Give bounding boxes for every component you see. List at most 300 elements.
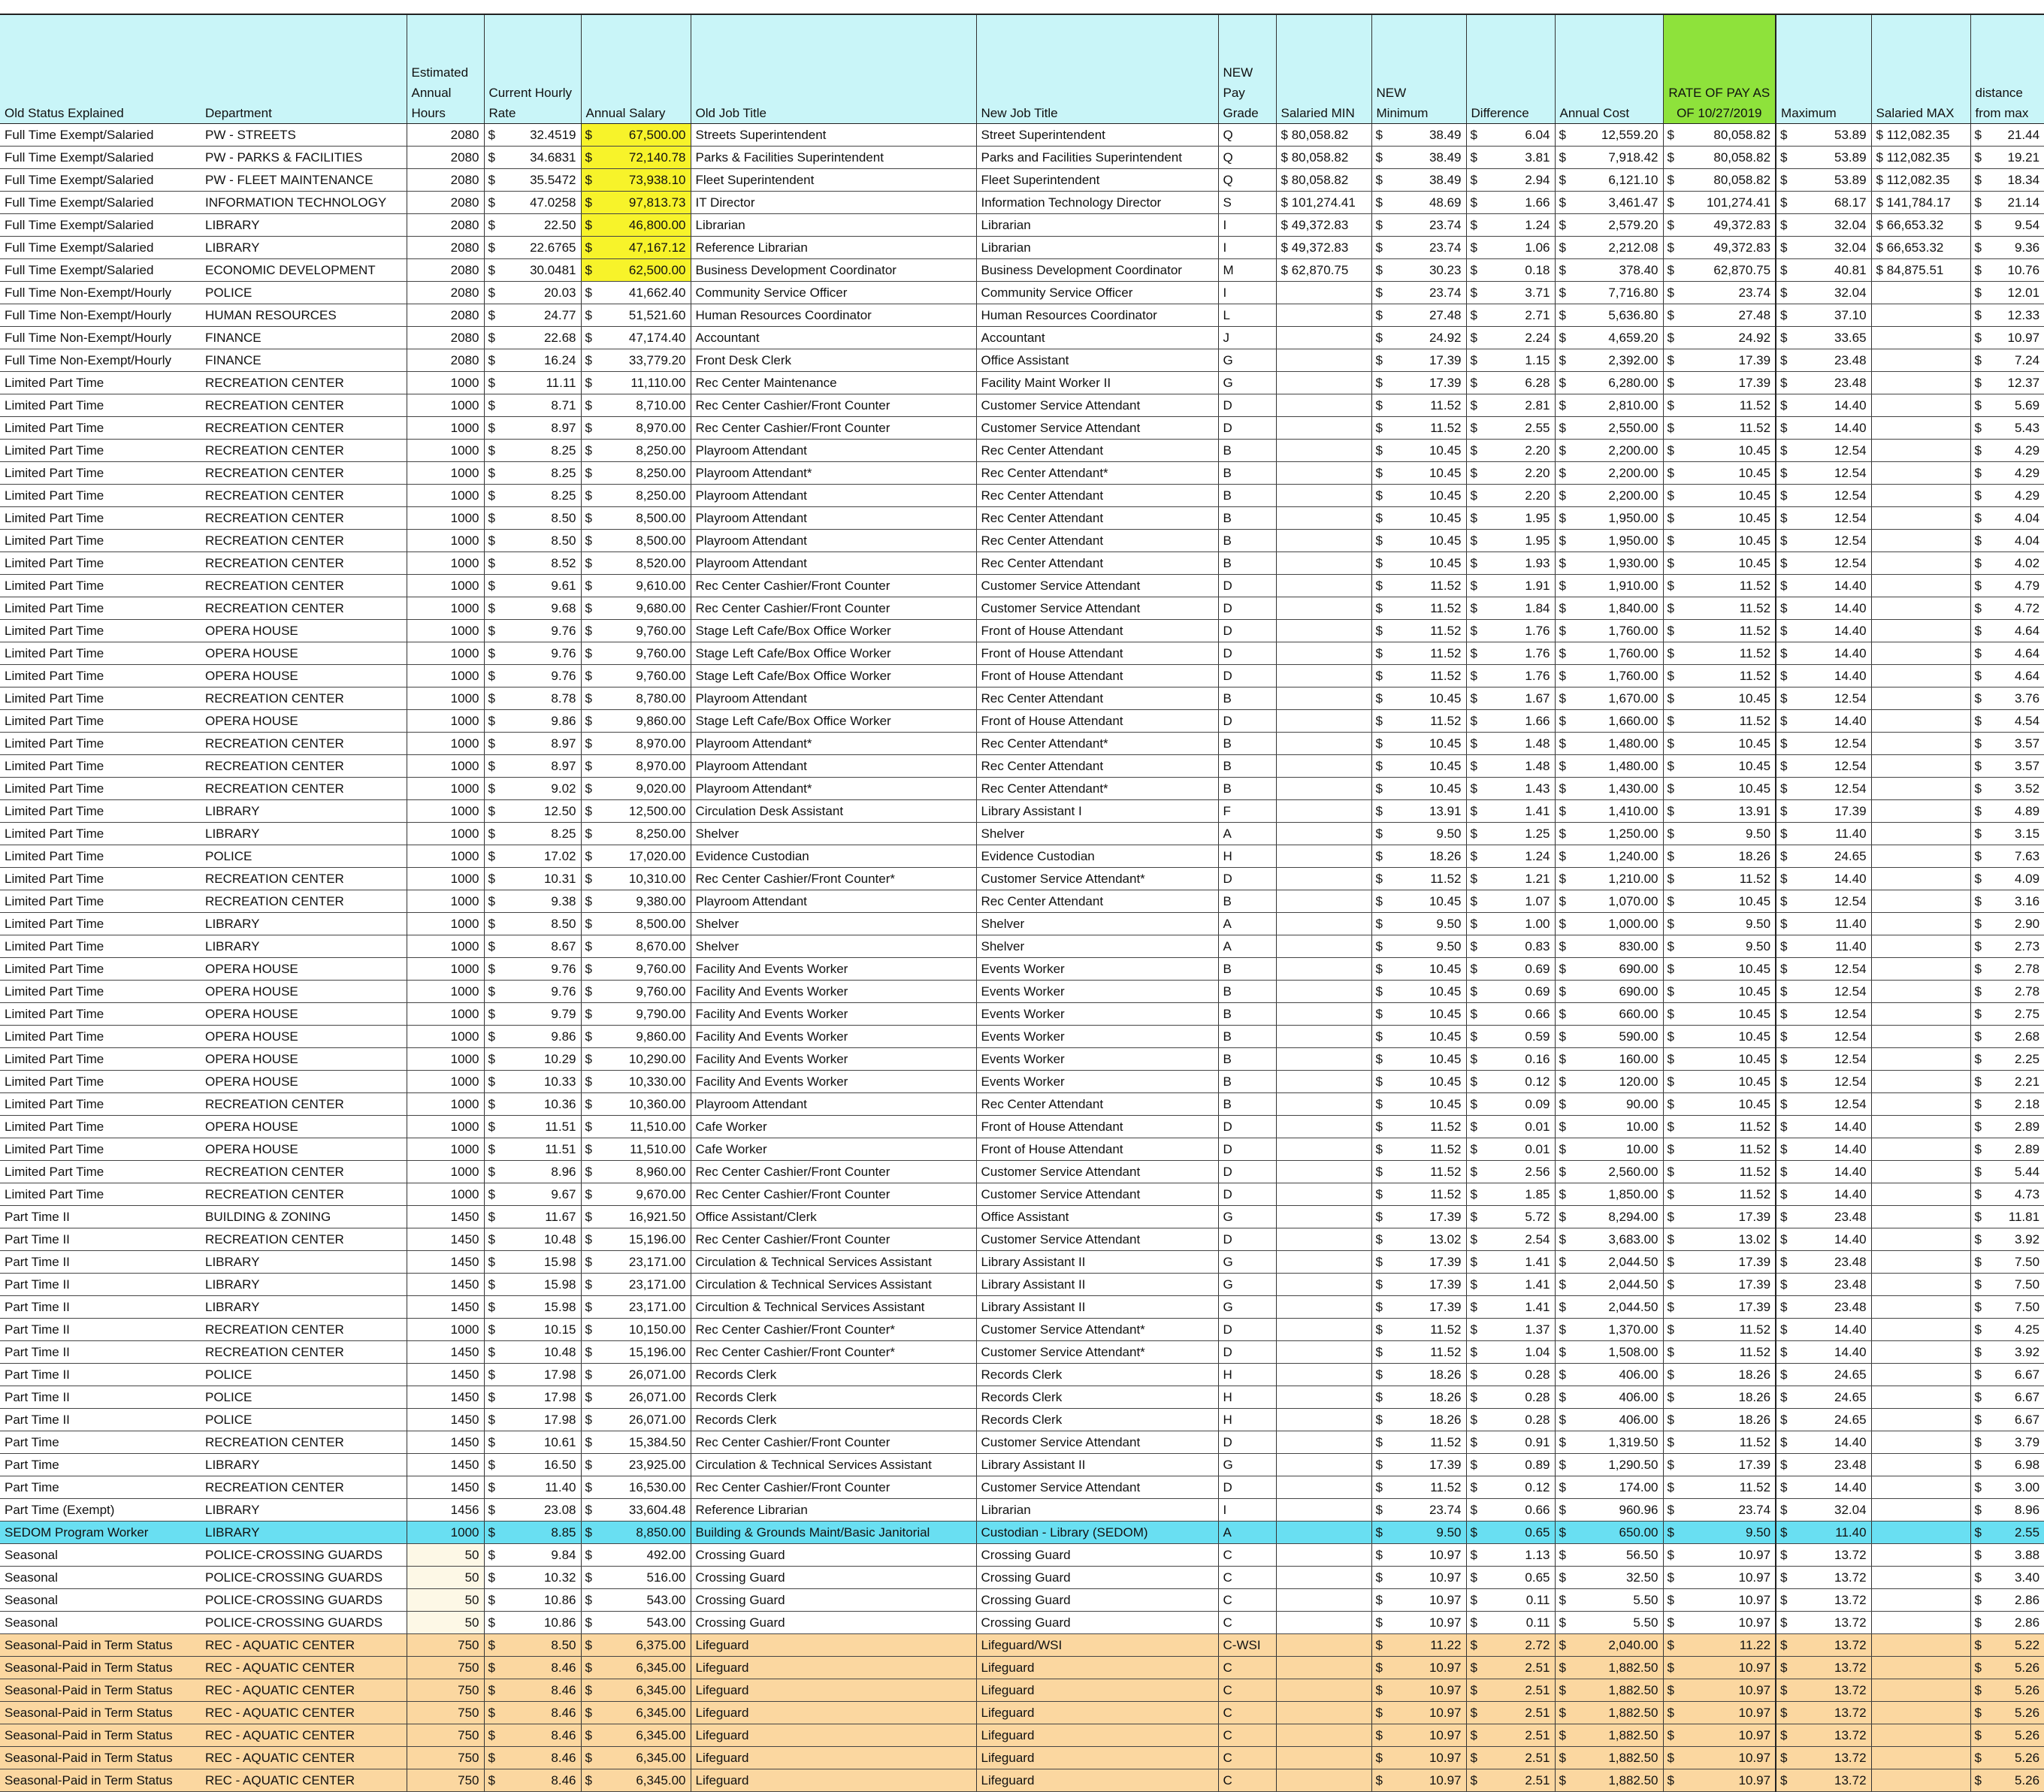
cell-annual-cost: 2,560.00 [1573,1161,1663,1183]
cell-new-min: 18.26 [1389,1409,1466,1431]
cell-current-rate: 17.98 [502,1409,581,1431]
currency-sign: $ [1466,935,1484,958]
cell-old-status: Limited Part Time [0,372,201,394]
currency-sign: $ [1371,507,1389,530]
cell-salaried-min [1276,1567,1371,1589]
table-row [0,1657,2044,1679]
currency-sign: $ [1776,530,1794,552]
cell-est-hours: 2080 [407,169,484,192]
cell-old-title: Stage Left Cafe/Box Office Worker [691,665,976,687]
currency-sign: $ [1970,1319,1988,1341]
cell-new-title: Lifeguard [976,1679,1218,1702]
currency-sign: $ [1555,1026,1573,1048]
cell-annual-salary: 26,071.00 [599,1386,691,1409]
cell-annual-cost: 960.96 [1573,1499,1663,1522]
cell-department: LIBRARY [201,214,407,237]
cell-difference: 2.81 [1484,394,1555,417]
cell-department: POLICE-CROSSING GUARDS [201,1567,407,1589]
cell-salaried-max [1871,1319,1970,1341]
currency-sign: $ [1466,1206,1484,1228]
cell-old-title: Playroom Attendant [691,507,976,530]
cell-new-title: Records Clerk [976,1386,1218,1409]
cell-salaried-min [1276,845,1371,868]
currency-sign: $ [581,259,599,282]
cell-rate-of-pay: 11.52 [1681,417,1776,440]
cell-old-status: Limited Part Time [0,1161,201,1183]
currency-sign: $ [1663,1702,1681,1724]
cell-rate-of-pay: 10.45 [1681,890,1776,913]
cell-new-min: 9.50 [1389,1522,1466,1544]
currency-sign: $ [1776,597,1794,620]
cell-current-rate: 30.0481 [502,259,581,282]
currency-sign: $ [484,1499,502,1522]
cell-old-status: Limited Part Time [0,462,201,485]
currency-sign: $ [1663,1454,1681,1476]
cell-new-min: 17.39 [1389,1206,1466,1228]
cell-distance: 12.33 [1988,304,2044,327]
cell-department: RECREATION CENTER [201,778,407,800]
cell-distance: 2.25 [1988,1048,2044,1071]
cell-new-grade: C-WSI [1218,1634,1276,1657]
cell-maximum: 53.89 [1794,169,1871,192]
currency-sign: $ [1555,169,1573,192]
cell-new-title: Customer Service Attendant [976,417,1218,440]
cell-new-title: Crossing Guard [976,1544,1218,1567]
currency-sign: $ [1466,1228,1484,1251]
cell-distance: 2.89 [1988,1116,2044,1138]
cell-new-min: 30.23 [1389,259,1466,282]
currency-sign: $ [1776,1522,1794,1544]
cell-new-title: Rec Center Attendant [976,687,1218,710]
cell-old-title: Records Clerk [691,1364,976,1386]
cell-department: POLICE [201,1364,407,1386]
currency-sign: $ [1371,1409,1389,1431]
currency-sign: $ [1663,868,1681,890]
currency-sign: $ [1663,1206,1681,1228]
cell-salaried-max [1871,1251,1970,1274]
currency-sign: $ [1555,440,1573,462]
cell-est-hours: 1000 [407,1048,484,1071]
cell-maximum: 32.04 [1794,237,1871,259]
cell-new-min: 9.50 [1389,935,1466,958]
currency-sign: $ [1663,1003,1681,1026]
cell-current-rate: 10.48 [502,1341,581,1364]
col-header-annual-cost: Annual Cost [1555,14,1663,124]
cell-annual-salary: 26,071.00 [599,1409,691,1431]
cell-salaried-min [1276,1769,1371,1792]
cell-new-grade: B [1218,890,1276,913]
table-row [0,890,2044,913]
cell-new-title: Librarian [976,1499,1218,1522]
cell-distance: 4.04 [1988,530,2044,552]
cell-old-status: Part Time II [0,1251,201,1274]
currency-sign: $ [1371,1364,1389,1386]
cell-new-grade: A [1218,913,1276,935]
cell-distance: 5.26 [1988,1769,2044,1792]
currency-sign: $ [484,1544,502,1567]
currency-sign: $ [484,1048,502,1071]
currency-sign: $ [1371,147,1389,169]
cell-current-rate: 9.79 [502,1003,581,1026]
cell-salaried-max [1871,913,1970,935]
currency-sign: $ [1466,665,1484,687]
cell-difference: 2.51 [1484,1702,1555,1724]
cell-old-status: Limited Part Time [0,1003,201,1026]
table-row [0,485,2044,507]
table-row [0,124,2044,147]
cell-est-hours: 1000 [407,462,484,485]
cell-old-title: Business Development Coordinator [691,259,976,282]
cell-old-status: Full Time Non-Exempt/Hourly [0,349,201,372]
cell-est-hours: 2080 [407,147,484,169]
cell-salaried-min [1276,935,1371,958]
currency-sign: $ [1776,147,1794,169]
cell-est-hours: 1000 [407,890,484,913]
cell-annual-salary: 8,850.00 [599,1522,691,1544]
currency-sign: $ [581,485,599,507]
currency-sign: $ [1466,1296,1484,1319]
currency-sign: $ [1970,282,1988,304]
cell-annual-cost: 2,200.00 [1573,440,1663,462]
table-row [0,237,2044,259]
table-row [0,417,2044,440]
currency-sign: $ [1970,1206,1988,1228]
cell-distance: 7.50 [1988,1251,2044,1274]
cell-annual-salary: 543.00 [599,1589,691,1612]
currency-sign: $ [484,214,502,237]
cell-salaried-max [1871,372,1970,394]
cell-maximum: 12.54 [1794,507,1871,530]
cell-salaried-max [1871,642,1970,665]
currency-sign: $ [1970,485,1988,507]
cell-old-status: Part Time II [0,1206,201,1228]
cell-new-min: 17.39 [1389,1454,1466,1476]
currency-sign: $ [1555,597,1573,620]
currency-sign: $ [1776,462,1794,485]
currency-sign: $ [1776,620,1794,642]
currency-sign: $ [484,981,502,1003]
table-row [0,1116,2044,1138]
cell-est-hours: 1000 [407,1138,484,1161]
currency-sign: $ [1466,687,1484,710]
cell-salaried-min [1276,755,1371,778]
cell-annual-cost: 8,294.00 [1573,1206,1663,1228]
cell-old-title: Rec Center Cashier/Front Counter [691,394,976,417]
cell-new-min: 18.26 [1389,1386,1466,1409]
cell-difference: 1.21 [1484,868,1555,890]
cell-rate-of-pay: 10.97 [1681,1724,1776,1747]
currency-sign: $ [581,417,599,440]
currency-sign: $ [484,710,502,733]
currency-sign: $ [581,327,599,349]
cell-annual-cost: 32.50 [1573,1567,1663,1589]
cell-difference: 1.93 [1484,552,1555,575]
cell-salaried-min [1276,1409,1371,1431]
cell-rate-of-pay: 10.45 [1681,440,1776,462]
cell-maximum: 14.40 [1794,620,1871,642]
cell-rate-of-pay: 80,058.82 [1681,147,1776,169]
cell-difference: 1.66 [1484,192,1555,214]
cell-annual-salary: 8,670.00 [599,935,691,958]
currency-sign: $ [1371,1386,1389,1409]
cell-rate-of-pay: 13.02 [1681,1228,1776,1251]
cell-est-hours: 1000 [407,1319,484,1341]
cell-new-min: 10.45 [1389,981,1466,1003]
cell-annual-salary: 9,670.00 [599,1183,691,1206]
cell-old-title: Facility And Events Worker [691,1003,976,1026]
currency-sign: $ [1970,1589,1988,1612]
currency-sign: $ [1663,1679,1681,1702]
cell-new-title: Customer Service Attendant [976,597,1218,620]
currency-sign: $ [484,755,502,778]
cell-department: OPERA HOUSE [201,710,407,733]
cell-difference: 1.13 [1484,1544,1555,1567]
cell-old-title: Playroom Attendant* [691,733,976,755]
cell-salaried-max [1871,462,1970,485]
cell-annual-cost: 1,950.00 [1573,507,1663,530]
cell-salaried-min [1276,1499,1371,1522]
cell-department: PW - PARKS & FACILITIES [201,147,407,169]
cell-annual-salary: 8,970.00 [599,733,691,755]
currency-sign: $ [484,1409,502,1431]
cell-salaried-max [1871,530,1970,552]
cell-salaried-min [1276,1026,1371,1048]
cell-rate-of-pay: 10.45 [1681,778,1776,800]
cell-rate-of-pay: 9.50 [1681,935,1776,958]
currency-sign: $ [1776,1724,1794,1747]
cell-rate-of-pay: 10.97 [1681,1612,1776,1634]
cell-salaried-min [1276,1138,1371,1161]
cell-old-status: Part Time [0,1454,201,1476]
cell-salaried-min: $ 80,058.82 [1276,124,1371,147]
currency-sign: $ [1970,1161,1988,1183]
col-header-new-title: New Job Title [976,14,1218,124]
cell-new-min: 13.91 [1389,800,1466,823]
cell-salaried-min [1276,1634,1371,1657]
cell-annual-cost: 2,044.50 [1573,1274,1663,1296]
cell-difference: 0.89 [1484,1454,1555,1476]
cell-old-status: Limited Part Time [0,642,201,665]
table-row [0,1612,2044,1634]
currency-sign: $ [1970,1364,1988,1386]
cell-est-hours: 1000 [407,981,484,1003]
cell-salaried-min [1276,282,1371,304]
cell-new-grade: B [1218,507,1276,530]
cell-new-title: Rec Center Attendant* [976,462,1218,485]
cell-old-title: Accountant [691,327,976,349]
cell-annual-salary: 8,780.00 [599,687,691,710]
cell-new-title: Facility Maint Worker II [976,372,1218,394]
col-header-department: Department [201,14,407,124]
cell-salaried-min [1276,1341,1371,1364]
currency-sign: $ [1466,147,1484,169]
currency-sign: $ [1776,304,1794,327]
cell-annual-cost: 590.00 [1573,1026,1663,1048]
currency-sign: $ [1776,507,1794,530]
currency-sign: $ [1663,620,1681,642]
cell-maximum: 23.48 [1794,1274,1871,1296]
table-row [0,1296,2044,1319]
cell-current-rate: 10.86 [502,1589,581,1612]
cell-salaried-min [1276,1454,1371,1476]
cell-department: OPERA HOUSE [201,620,407,642]
cell-department: RECREATION CENTER [201,687,407,710]
cell-rate-of-pay: 11.52 [1681,1138,1776,1161]
cell-annual-salary: 33,604.48 [599,1499,691,1522]
currency-sign: $ [1371,1319,1389,1341]
cell-distance: 3.15 [1988,823,2044,845]
cell-old-title: Playroom Attendant* [691,778,976,800]
cell-new-min: 10.97 [1389,1567,1466,1589]
cell-annual-salary: 46,800.00 [599,214,691,237]
cell-est-hours: 750 [407,1679,484,1702]
col-header-salaried-min: Salaried MIN [1276,14,1371,124]
cell-salaried-min: $ 49,372.83 [1276,237,1371,259]
cell-old-title: Rec Center Cashier/Front Counter [691,1228,976,1251]
cell-old-status: Limited Part Time [0,1048,201,1071]
cell-old-title: Crossing Guard [691,1567,976,1589]
currency-sign: $ [1555,462,1573,485]
cell-new-grade: G [1218,349,1276,372]
currency-sign: $ [1466,1522,1484,1544]
currency-sign: $ [1663,552,1681,575]
cell-new-grade: D [1218,1228,1276,1251]
currency-sign: $ [1555,642,1573,665]
currency-sign: $ [1776,1206,1794,1228]
table-row [0,778,2044,800]
currency-sign: $ [1555,1679,1573,1702]
cell-salaried-min [1276,823,1371,845]
cell-salaried-min [1276,1702,1371,1724]
cell-maximum: 12.54 [1794,1071,1871,1093]
cell-distance: 11.81 [1988,1206,2044,1228]
currency-sign: $ [1663,1183,1681,1206]
cell-new-min: 10.97 [1389,1679,1466,1702]
cell-annual-cost: 690.00 [1573,981,1663,1003]
table-row [0,687,2044,710]
currency-sign: $ [1663,237,1681,259]
cell-old-status: Limited Part Time [0,417,201,440]
currency-sign: $ [1970,1769,1988,1792]
cell-maximum: 14.40 [1794,710,1871,733]
cell-maximum: 24.65 [1794,1364,1871,1386]
currency-sign: $ [1663,282,1681,304]
cell-new-grade: B [1218,1048,1276,1071]
cell-difference: 0.83 [1484,935,1555,958]
cell-annual-salary: 9,760.00 [599,642,691,665]
currency-sign: $ [484,1679,502,1702]
currency-sign: $ [1371,755,1389,778]
cell-old-title: Circultion & Technical Services Assistant [691,1296,976,1319]
cell-department: OPERA HOUSE [201,1071,407,1093]
cell-salaried-max [1871,1093,1970,1116]
cell-annual-cost: 2,550.00 [1573,417,1663,440]
currency-sign: $ [1555,237,1573,259]
cell-distance: 8.96 [1988,1499,2044,1522]
currency-sign: $ [1555,1476,1573,1499]
cell-difference: 1.41 [1484,800,1555,823]
cell-annual-cost: 56.50 [1573,1544,1663,1567]
cell-annual-salary: 10,360.00 [599,1093,691,1116]
cell-old-status: Part Time [0,1476,201,1499]
currency-sign: $ [1776,1251,1794,1274]
currency-sign: $ [1555,147,1573,169]
cell-rate-of-pay: 11.52 [1681,1183,1776,1206]
cell-distance: 7.63 [1988,845,2044,868]
currency-sign: $ [1466,620,1484,642]
cell-old-title: Reference Librarian [691,237,976,259]
cell-est-hours: 1000 [407,823,484,845]
col-header-rate-of-pay: RATE OF PAY AS OF 10/27/2019 [1663,14,1776,124]
currency-sign: $ [581,462,599,485]
cell-old-status: Full Time Non-Exempt/Hourly [0,327,201,349]
cell-annual-cost: 1,760.00 [1573,665,1663,687]
cell-new-title: Library Assistant II [976,1274,1218,1296]
cell-salaried-min [1276,552,1371,575]
currency-sign: $ [484,1161,502,1183]
cell-distance: 4.64 [1988,665,2044,687]
cell-department: LIBRARY [201,1454,407,1476]
currency-sign: $ [484,1522,502,1544]
cell-current-rate: 16.24 [502,349,581,372]
cell-difference: 1.43 [1484,778,1555,800]
cell-salaried-max [1871,1116,1970,1138]
currency-sign: $ [1970,1431,1988,1454]
cell-old-status: Seasonal-Paid in Term Status [0,1634,201,1657]
cell-new-min: 10.97 [1389,1769,1466,1792]
currency-sign: $ [1555,1589,1573,1612]
cell-maximum: 17.39 [1794,800,1871,823]
cell-new-min: 11.52 [1389,1476,1466,1499]
col-header-distance: distance from max [1970,14,2044,124]
currency-sign: $ [581,394,599,417]
cell-difference: 1.48 [1484,733,1555,755]
currency-sign: $ [1663,913,1681,935]
currency-sign: $ [1970,778,1988,800]
cell-annual-salary: 6,345.00 [599,1657,691,1679]
cell-maximum: 14.40 [1794,1476,1871,1499]
cell-difference: 1.95 [1484,507,1555,530]
cell-new-grade: C [1218,1679,1276,1702]
table-body [0,124,2044,1792]
currency-sign: $ [581,1161,599,1183]
cell-department: RECREATION CENTER [201,530,407,552]
cell-annual-cost: 12,559.20 [1573,124,1663,147]
cell-rate-of-pay: 10.45 [1681,530,1776,552]
cell-maximum: 14.40 [1794,417,1871,440]
currency-sign: $ [1466,1409,1484,1431]
cell-current-rate: 8.71 [502,394,581,417]
cell-old-status: Limited Part Time [0,530,201,552]
cell-rate-of-pay: 80,058.82 [1681,124,1776,147]
currency-sign: $ [1776,169,1794,192]
table-row [0,372,2044,394]
cell-current-rate: 8.46 [502,1657,581,1679]
currency-sign: $ [1663,1747,1681,1769]
currency-sign: $ [1466,259,1484,282]
cell-old-title: Front Desk Clerk [691,349,976,372]
currency-sign: $ [1371,1657,1389,1679]
currency-sign: $ [1555,1454,1573,1476]
cell-department: LIBRARY [201,800,407,823]
cell-new-grade: B [1218,1093,1276,1116]
currency-sign: $ [1970,845,1988,868]
cell-rate-of-pay: 10.45 [1681,958,1776,981]
currency-sign: $ [1776,440,1794,462]
currency-sign: $ [1371,935,1389,958]
table-row [0,1161,2044,1183]
cell-new-min: 11.52 [1389,868,1466,890]
